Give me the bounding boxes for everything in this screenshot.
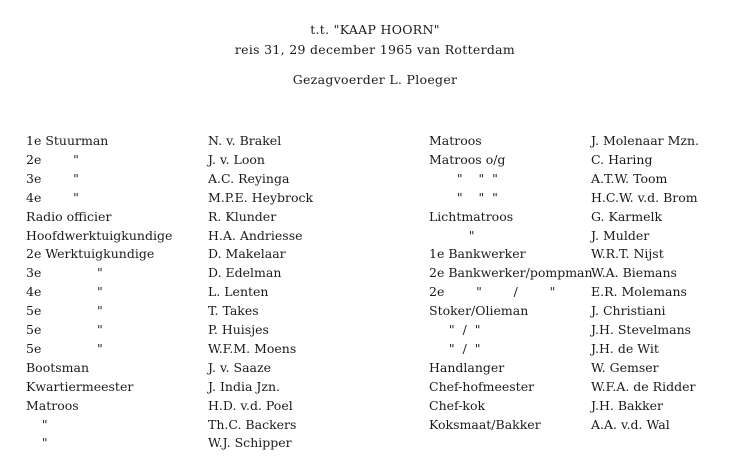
crew-row [0,320,750,339]
crew-row [0,282,750,301]
crew-role: 5e " [26,322,103,337]
crew-role: 3e " [26,170,79,186]
crew-name: W.F.M. Moens [208,340,297,356]
crew-name: D. Makelaar [208,246,286,262]
crew-name: D. Edelman [208,265,282,281]
crew-role: " [26,435,48,451]
crew-role: Koksmaat/Bakker [429,416,541,432]
crew-role: 1e Bankwerker [429,246,526,262]
crew-name: J. Mulder [591,227,650,243]
crew-name: M.P.E. Heybrock [208,189,314,205]
crew-name: P. Huisjes [208,322,269,337]
crew-name: A.T.W. Toom [591,170,668,186]
crew-row [0,244,750,263]
crew-role: " / " [429,340,481,356]
crew-role: Stoker/Olieman [429,303,529,319]
crew-role: 5e " [26,340,103,356]
crew-role: 4e " [26,189,79,205]
crew-name: H.C.W. v.d. Brom [591,189,698,205]
crew-role: Matroos [26,397,79,413]
crew-role: Chef-kok [429,397,486,413]
crew-row [0,433,750,452]
crew-name: Th.C. Backers [208,416,297,432]
crew-name: L. Lenten [208,284,269,300]
crew-name: J. v. Loon [208,151,265,167]
crew-role: 4e " [26,284,103,300]
crew-role: Radio officier [26,208,112,224]
crew-row [0,207,750,226]
crew-name: J. Molenaar Mzn. [591,133,700,148]
crew-role: Matroos o/g [429,151,506,167]
crew-row [0,131,750,150]
crew-role: 3e " [26,265,103,281]
crew-role: 2e Bankwerker/pompman [429,265,593,281]
crew-name: R. Klunder [208,208,277,224]
crew-name: E.R. Molemans [591,284,687,300]
crew-role: " " " [429,170,498,186]
crew-row [0,226,750,245]
crew-name: W.A. Biemans [591,265,677,281]
crew-name: J.H. de Wit [591,340,659,356]
crew-row [0,169,750,188]
crew-name: J. v. Saaze [208,359,271,375]
crew-role: Matroos [429,133,482,148]
crew-name: J.H. Bakker [591,397,664,413]
crew-role: Handlanger [429,359,505,375]
crew-name: N. v. Brakel [208,133,282,148]
crew-name: J. India Jzn. [208,378,281,394]
crew-name: J. Christiani [591,303,666,319]
crew-row [0,301,750,320]
crew-role: " [26,416,48,432]
crew-name: H.A. Andriesse [208,227,303,243]
crew-name: G. Karmelk [591,208,663,224]
crew-role: Kwartiermeester [26,378,134,394]
crew-role: 2e " / " [429,284,556,300]
crew-role: " [429,227,475,243]
crew-row [0,150,750,169]
crew-role: " / " [429,322,481,337]
crew-role: Lichtmatroos [429,208,514,224]
crew-role: " " " [429,189,498,205]
crew-name: W. Gemser [591,359,659,375]
crew-name: C. Haring [591,151,653,167]
crew-role: Hoofdwerktuigkundige [26,227,173,243]
crew-name: J.H. Stevelmans [591,322,692,337]
crew-name: W.F.A. de Ridder [591,378,696,394]
crew-row [0,263,750,282]
crew-role: 1e Stuurman [26,133,109,148]
crew-role: Chef-hofmeester [429,378,535,394]
crew-role: 2e Werktuigkundige [26,246,155,262]
crew-role: 5e " [26,303,103,319]
crew-role: Bootsman [26,359,90,375]
crew-name: W.J. Schipper [208,435,292,451]
crew-row [0,188,750,207]
crew-name: A.C. Reyinga [208,170,290,186]
crew-row [0,377,750,396]
crew-name: W.R.T. Nijst [591,246,664,262]
crew-row [0,339,750,358]
crew-name: H.D. v.d. Poel [208,397,293,413]
crew-name: T. Takes [208,303,259,319]
crew-name: A.A. v.d. Wal [591,416,670,432]
crew-row [0,415,750,434]
captain-line: Gezagvoerder L. Ploeger [292,72,458,87]
crew-row [0,358,750,377]
crew-role: 2e " [26,151,79,167]
voyage-line: reis 31, 29 december 1965 van Rotterdam [234,42,516,57]
ship-title: t.t. "KAAP HOORN" [310,22,440,37]
crew-row [0,396,750,415]
